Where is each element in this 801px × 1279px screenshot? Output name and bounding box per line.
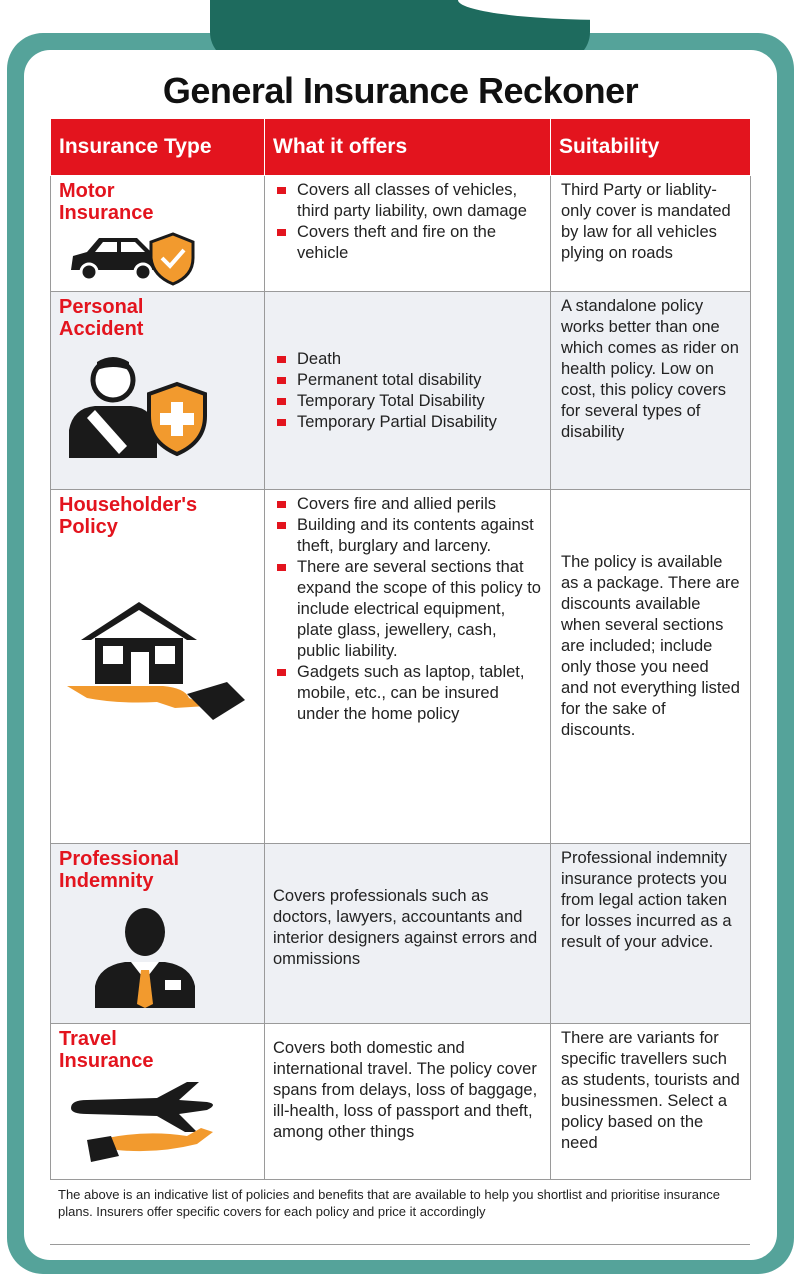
type-cell bbox=[51, 490, 265, 844]
type-cell bbox=[51, 844, 265, 1024]
offers-cell bbox=[265, 844, 551, 1024]
list-item: Gadgets such as laptop, tablet, mobile, etc., can be insured under the home policy bbox=[273, 662, 542, 725]
type-name: Householder's Policy bbox=[59, 494, 198, 538]
injured-person-shield-icon bbox=[65, 350, 215, 460]
page-title: General Insurance Reckoner bbox=[162, 70, 639, 111]
offers-cell bbox=[265, 176, 551, 292]
list-item: Permanent total disability bbox=[273, 370, 542, 391]
header-suitability: Suitability bbox=[551, 119, 751, 176]
list-item: Covers theft and fire on the vehicle bbox=[273, 222, 542, 264]
suitability-cell bbox=[551, 490, 751, 844]
offers-cell bbox=[265, 1024, 551, 1180]
list-item: Death bbox=[273, 349, 542, 370]
table-row bbox=[51, 844, 751, 1024]
type-cell bbox=[51, 292, 265, 490]
suitability-text: The policy is available as a package. There are discounts available when several sections are included; include only those you need and not everything listed for the sake of discounts. bbox=[561, 553, 740, 739]
offers-cell bbox=[265, 490, 551, 844]
offers-text: Covers both domestic and international travel. The policy cover spans from delays, loss of baggage, ill-health, loss of passport and theft, among other things bbox=[273, 1039, 538, 1141]
table-row bbox=[51, 490, 751, 844]
car-shield-icon bbox=[65, 228, 195, 286]
suitability-cell: A standalone policy works better than one which comes as rider on health policy. Low on cost, this policy covers for several types of disability bbox=[551, 292, 751, 490]
header-what-it-offers: What it offers bbox=[265, 119, 551, 176]
type-cell bbox=[51, 1024, 265, 1180]
header-insurance-type: Insurance Type bbox=[51, 119, 265, 176]
list-item: Covers fire and allied perils bbox=[273, 494, 542, 515]
list-item: There are several sections that expand the scope of this policy to include electrical equipment, plate glass, jewellery, cash, public liability. bbox=[273, 557, 542, 662]
header-row bbox=[51, 119, 751, 176]
table-row bbox=[51, 1024, 751, 1180]
suitability-cell: There are variants for specific travellers such as students, tourists and businessmen. Select a policy based on the need bbox=[551, 1024, 751, 1180]
footnote: The above is an indicative list of policies and benefits that are available to help you shortlist and prioritise insurance plans. Insurers offer specific covers for each policy and price it accordingly bbox=[58, 1187, 720, 1219]
type-name: Motor Insurance bbox=[59, 180, 154, 224]
table-row bbox=[51, 292, 751, 490]
list-item: Building and its contents against theft, burglary and larceny. bbox=[273, 515, 542, 557]
type-name: Professional Indemnity bbox=[59, 848, 180, 892]
reckoner-table bbox=[50, 118, 751, 1180]
offers-cell bbox=[265, 292, 551, 490]
type-name: Travel Insurance bbox=[59, 1028, 154, 1072]
type-name: Personal Accident bbox=[59, 296, 144, 340]
list-item: Covers all classes of vehicles, third party liability, own damage bbox=[273, 180, 542, 222]
house-in-hand-icon bbox=[67, 594, 247, 724]
plane-in-hand-icon bbox=[67, 1078, 227, 1162]
professional-person-icon bbox=[89, 904, 209, 1008]
table-row bbox=[51, 176, 751, 292]
type-cell bbox=[51, 176, 265, 292]
list-item: Temporary Partial Disability bbox=[273, 412, 542, 433]
suitability-cell: Third Party or liablity-only cover is mandated by law for all vehicles plying on roads bbox=[551, 176, 751, 292]
footnote-divider bbox=[50, 1244, 750, 1245]
offers-text: Covers professionals such as doctors, lawyers, accountants and interior designers against errors and ommissions bbox=[273, 886, 538, 968]
suitability-cell: Professional indemnity insurance protects you from legal action taken for losses incurred as a result of your advice. bbox=[551, 844, 751, 1024]
list-item: Temporary Total Disability bbox=[273, 391, 542, 412]
